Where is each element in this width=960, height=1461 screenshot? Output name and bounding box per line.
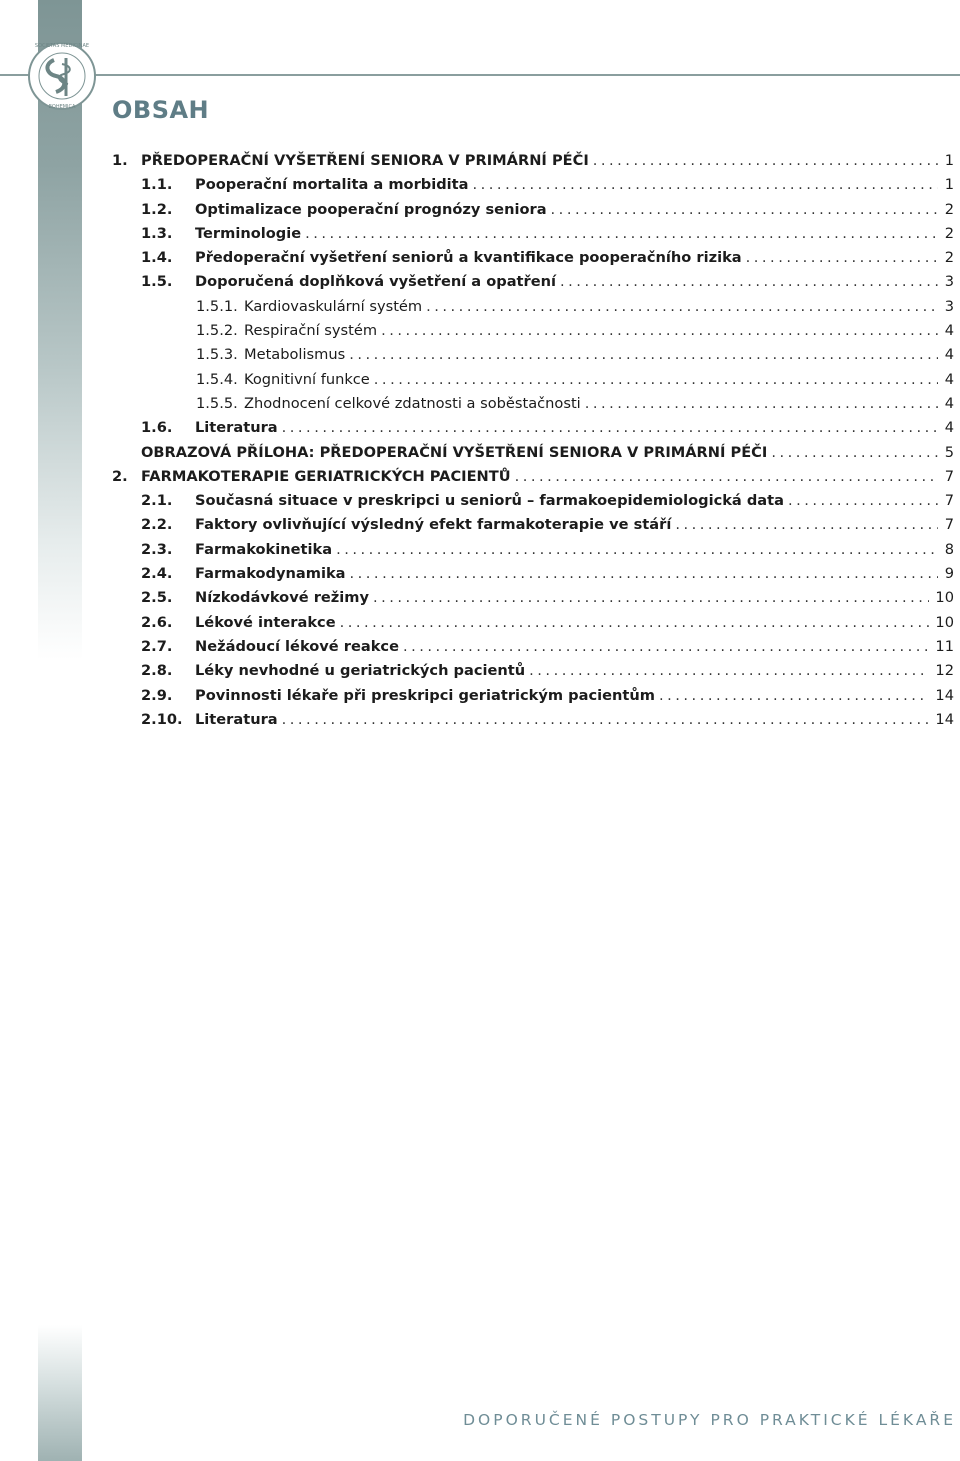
- toc-dot-leader: [515, 468, 938, 485]
- toc-entry[interactable]: [112, 225, 954, 249]
- toc-entry[interactable]: [112, 249, 954, 273]
- toc-entry-title: Zhodnocení celkové zdatnosti a soběstačnosti: [244, 394, 581, 412]
- toc-entry[interactable]: [112, 395, 954, 419]
- toc-entry[interactable]: [112, 662, 954, 686]
- toc-dot-leader: [473, 176, 938, 193]
- toc-dot-leader: [282, 711, 930, 728]
- toc-entry-title: Povinnosti lékaře při preskripci geriatrickým pacientům: [195, 686, 655, 704]
- toc-entry[interactable]: [112, 176, 954, 200]
- toc-entry-title: Literatura: [195, 710, 278, 728]
- toc-entry-number: 1.5.4.: [196, 370, 238, 388]
- footer-text: DOPORUČENÉ POSTUPY PRO PRAKTICKÉ LÉKAŘE: [463, 1411, 956, 1429]
- toc-dot-leader: [350, 565, 938, 582]
- toc-entry-page: 1: [944, 176, 954, 194]
- toc-entry-page: 14: [935, 710, 954, 728]
- toc-dot-leader: [349, 346, 938, 363]
- toc-entry-number: 2.4.: [141, 565, 173, 583]
- toc-entry-number: 1.5.1.: [196, 297, 238, 315]
- svg-text:SOCIETAS MEDICINAE: SOCIETAS MEDICINAE: [34, 43, 90, 49]
- toc-entry-title: Terminologie: [195, 224, 302, 242]
- toc-entry[interactable]: [112, 152, 954, 176]
- toc-entry[interactable]: [112, 419, 954, 443]
- toc-entry-number: 1.6.: [141, 419, 173, 437]
- toc-entry-page: 4: [944, 370, 954, 388]
- toc-entry-number: 1.4.: [141, 249, 173, 267]
- toc-entry-number: 2.2.: [141, 516, 173, 534]
- toc-entry-page: 10: [935, 589, 954, 607]
- toc-entry[interactable]: [112, 444, 954, 468]
- toc-entry-title: Pooperační mortalita a morbidita: [195, 176, 469, 194]
- toc-entry-page: 3: [944, 273, 954, 291]
- toc-entry[interactable]: [112, 201, 954, 225]
- toc-entry-number: 1.: [112, 152, 128, 169]
- toc-entry-number: 2.10.: [141, 710, 183, 728]
- toc-entry-title: Farmakodynamika: [195, 565, 346, 583]
- toc-entry-title: Předoperační vyšetření seniorů a kvantifikace pooperačního rizika: [195, 249, 742, 267]
- toc-dot-leader: [593, 152, 938, 169]
- toc-dot-leader: [585, 395, 938, 412]
- toc-entry[interactable]: [112, 589, 954, 613]
- toc-entry[interactable]: [112, 541, 954, 565]
- toc-entry-number: 1.2.: [141, 200, 173, 218]
- toc-dot-leader: [282, 419, 938, 436]
- toc-entry-title: Optimalizace pooperační prognózy seniora: [195, 200, 547, 218]
- toc-entry-title: Literatura: [195, 419, 278, 437]
- toc-dot-leader: [403, 638, 929, 655]
- toc-entry-title: Doporučená doplňková vyšetření a opatření: [195, 273, 557, 291]
- toc-entry-page: 2: [944, 249, 954, 267]
- toc-entry-title: Lékové interakce: [195, 613, 336, 631]
- toc-entry-page: 7: [944, 467, 954, 485]
- toc-entry-page: 4: [944, 322, 954, 340]
- toc-entry-number: 2.6.: [141, 613, 173, 631]
- toc-entry-page: 7: [944, 492, 954, 510]
- toc-entry[interactable]: [112, 298, 954, 322]
- toc-entry-number: 1.1.: [141, 176, 173, 194]
- toc-entry-page: 2: [944, 200, 954, 218]
- toc-entry-page: 4: [944, 346, 954, 364]
- toc-entry[interactable]: [112, 346, 954, 370]
- toc-dot-leader: [771, 444, 938, 461]
- svg-text:BOHEMICA: BOHEMICA: [48, 104, 76, 110]
- toc-entry-page: 10: [935, 613, 954, 631]
- toc-dot-leader: [373, 589, 929, 606]
- toc-dot-leader: [529, 662, 929, 679]
- toc-entry-page: 9: [944, 565, 954, 583]
- toc-entry-title: Respirační systém: [244, 322, 378, 340]
- toc-entry-number: 1.5.5.: [196, 394, 238, 412]
- toc-entry-number: 2.9.: [141, 686, 173, 704]
- toc-entry-page: 4: [944, 419, 954, 437]
- society-logo: [26, 30, 98, 122]
- toc-entry-page: 7: [944, 516, 954, 534]
- toc-entry[interactable]: [112, 614, 954, 638]
- toc-entry-page: 1: [944, 152, 954, 169]
- toc-entry-number: 1.3.: [141, 224, 173, 242]
- toc-entry[interactable]: [112, 638, 954, 662]
- side-bar-bottom-decoration: [38, 1325, 82, 1461]
- toc-entry-page: 8: [944, 540, 954, 558]
- toc-dot-leader: [381, 322, 938, 339]
- toc-entry-number: 1.5.2.: [196, 322, 238, 340]
- toc-entry-number: 2.7.: [141, 637, 173, 655]
- toc-entry-number: 2.: [112, 467, 128, 485]
- header-rule: [0, 74, 960, 76]
- toc-dot-leader: [659, 687, 929, 704]
- toc-entry[interactable]: [112, 687, 954, 711]
- toc-dot-leader: [305, 225, 938, 242]
- toc-entry-page: 5: [944, 443, 954, 461]
- toc-entry-title: FARMAKOTERAPIE GERIATRICKÝCH PACIENTŮ: [141, 467, 511, 485]
- toc-entry-title: PŘEDOPERAČNÍ VYŠETŘENÍ SENIORA V PRIMÁRNÍ PÉČI: [141, 152, 589, 169]
- toc-entry[interactable]: [112, 711, 954, 735]
- toc-dot-leader: [340, 614, 930, 631]
- toc-entry-number: 1.5.3.: [196, 346, 238, 364]
- toc-dot-leader: [426, 298, 938, 315]
- toc-entry-page: 4: [944, 394, 954, 412]
- page-title: OBSAH: [112, 96, 210, 124]
- toc-entry-number: 2.1.: [141, 492, 173, 510]
- toc-entry[interactable]: [112, 468, 954, 492]
- toc-entry-title: Metabolismus: [244, 346, 346, 364]
- toc-entry-page: 14: [935, 686, 954, 704]
- table-of-contents: [112, 152, 954, 735]
- toc-entry-title: OBRAZOVÁ PŘÍLOHA: PŘEDOPERAČNÍ VYŠETŘENÍ SENIORA V PRIMÁRNÍ PÉČI: [141, 443, 768, 461]
- toc-entry[interactable]: [112, 273, 954, 297]
- toc-entry[interactable]: [112, 371, 954, 395]
- toc-entry-title: Faktory ovlivňující výsledný efekt farmakoterapie ve stáří: [195, 516, 672, 534]
- toc-entry[interactable]: [112, 565, 954, 589]
- toc-entry-page: 11: [935, 637, 954, 655]
- toc-entry-number: 2.3.: [141, 540, 173, 558]
- toc-entry-page: 3: [944, 297, 954, 315]
- toc-entry-number: 2.5.: [141, 589, 173, 607]
- toc-dot-leader: [560, 273, 938, 290]
- toc-entry-page: 2: [944, 224, 954, 242]
- toc-entry-title: Kardiovaskulární systém: [244, 297, 423, 315]
- toc-entry[interactable]: [112, 322, 954, 346]
- toc-entry-title: Léky nevhodné u geriatrických pacientů: [195, 662, 526, 680]
- toc-entry[interactable]: [112, 516, 954, 540]
- toc-dot-leader: [374, 371, 938, 388]
- toc-entry-title: Farmakokinetika: [195, 540, 333, 558]
- toc-entry-title: Současná situace v preskripci u seniorů – farmakoepidemiologická data: [195, 492, 784, 510]
- toc-dot-leader: [336, 541, 938, 558]
- toc-entry-title: Nežádoucí lékové reakce: [195, 637, 399, 655]
- toc-entry-page: 12: [935, 662, 954, 680]
- toc-entry-number: 2.8.: [141, 662, 173, 680]
- toc-entry-number: 1.5.: [141, 273, 173, 291]
- toc-entry[interactable]: [112, 492, 954, 516]
- toc-entry-title: Nízkodávkové režimy: [195, 589, 369, 607]
- toc-dot-leader: [788, 492, 938, 509]
- toc-dot-leader: [675, 516, 938, 533]
- toc-dot-leader: [746, 249, 938, 266]
- toc-dot-leader: [551, 201, 938, 218]
- toc-entry-title: Kognitivní funkce: [244, 370, 370, 388]
